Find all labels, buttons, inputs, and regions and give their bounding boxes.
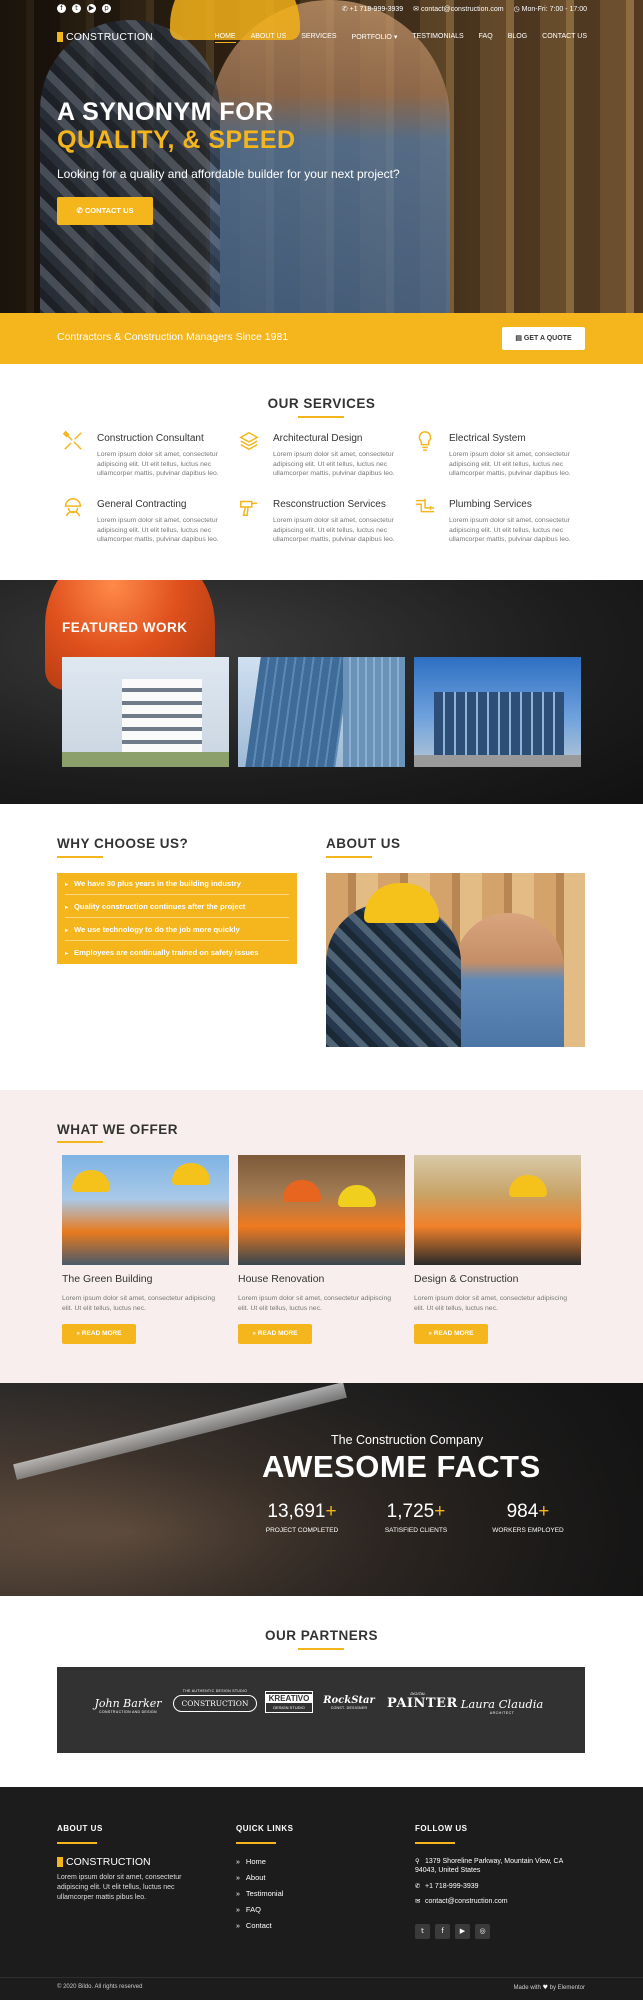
- why-item: [65, 896, 289, 918]
- footer-about-title: ABOUT US: [57, 1824, 103, 1833]
- worker-icon: [62, 496, 84, 518]
- grass-shape: [62, 752, 229, 767]
- partners-title-underline: [298, 1648, 344, 1650]
- fact-label: PROJECT COMPLETED: [265, 1527, 339, 1534]
- offer-desc: Lorem ipsum dolor sit amet, consectetur adipiscing elit. Ut elit tellus, luctus nec.: [62, 1295, 215, 1312]
- fact-number: [488, 1501, 568, 1523]
- footer-link-label: FAQ: [245, 1905, 261, 1914]
- about-image: [326, 873, 585, 1047]
- band-text: Contractors & Construction Managers Since 1981: [57, 331, 289, 343]
- why-item-text: We use technology to do the job more quickly: [74, 925, 240, 934]
- footer-links-title: QUICK LINKS: [236, 1824, 294, 1833]
- fact-number-value: 13,691: [267, 1501, 326, 1522]
- top-bar: [57, 4, 587, 18]
- footer-link-label: Testimonial: [245, 1889, 284, 1898]
- facts-section: [0, 1383, 643, 1596]
- offer-image[interactable]: [414, 1155, 581, 1265]
- service-desc: Lorem ipsum dolor sit amet, consectetur adipiscing elit. Ut elit tellus, luctus nec ullamcorper mattis, pulvinar dapibus leo.: [97, 451, 219, 477]
- service-name: Resconstruction Services: [273, 499, 386, 510]
- nav-item-blog[interactable]: BLOG: [507, 33, 528, 40]
- double-chevron-icon: »: [428, 1330, 434, 1337]
- partner-logo-sub: THE AUTHENTIC DESIGN STUDIO: [182, 1689, 248, 1693]
- why-item: [65, 873, 289, 895]
- about-title: ABOUT US: [326, 836, 401, 851]
- services-title: OUR SERVICES: [267, 396, 376, 411]
- top-hours-text: Mon-Fri: 7:00 - 17:00: [521, 6, 587, 13]
- nav-item-portfolio-label: PORTFOLIO: [351, 34, 392, 41]
- double-chevron-icon: »: [236, 1907, 240, 1914]
- nav-item-portfolio[interactable]: [352, 33, 398, 43]
- footer-address-text: 1379 Shoreline Parkway, Mountain View, CA 94043, United States: [415, 1858, 563, 1874]
- partners-logos: [57, 1667, 585, 1753]
- phone-icon: ✆: [341, 6, 350, 13]
- hardhat-shape: [283, 1180, 321, 1202]
- nav-item-faq[interactable]: FAQ: [478, 33, 493, 40]
- service-name: Construction Consultant: [97, 433, 204, 444]
- facts-title: AWESOME FACTS: [262, 1449, 541, 1484]
- read-more-label: READ MORE: [257, 1330, 298, 1337]
- mail-icon: ✉: [415, 1897, 421, 1905]
- site-footer: [0, 1787, 643, 2000]
- offer-name: House Renovation: [238, 1273, 325, 1285]
- footer-email[interactable]: [415, 1897, 508, 1906]
- footer-link-label: Contact: [245, 1921, 272, 1930]
- read-more-button[interactable]: [414, 1324, 488, 1344]
- partner-logo-sub: DESIGN STUDIO: [273, 1705, 305, 1710]
- chevron-down-icon: ▾: [393, 34, 398, 41]
- top-hours: [514, 5, 587, 13]
- nav-menu: [215, 33, 587, 43]
- footer-address: [415, 1857, 575, 1875]
- hardhat-shape: [509, 1175, 547, 1197]
- since-band: [0, 313, 643, 364]
- hardhat-shape: [172, 1163, 210, 1185]
- hero-contact-label: CONTACT US: [84, 206, 134, 215]
- pipe-icon: [414, 496, 436, 518]
- why-item-text: Quality construction continues after the project: [74, 902, 246, 911]
- footer-logo-text: CONSTRUCTION: [66, 1856, 151, 1868]
- featured-work-section: [0, 580, 643, 804]
- logo-mark-icon: [57, 1857, 63, 1867]
- footer-link-testimonial[interactable]: [236, 1889, 283, 1898]
- top-phone-text: +1 718-999-3939: [349, 6, 404, 13]
- chevron-right-icon: ▸: [65, 951, 69, 957]
- why-item-text: Employees are continually trained on safety issues: [74, 948, 259, 957]
- featured-work-image[interactable]: [414, 657, 581, 767]
- nav-item-about[interactable]: ABOUT US: [250, 33, 287, 40]
- read-more-label: READ MORE: [433, 1330, 474, 1337]
- why-title-underline: [57, 856, 103, 858]
- tools-icon: [62, 430, 84, 452]
- chevron-right-icon: ▸: [65, 905, 69, 911]
- mail-icon: ✉: [413, 6, 421, 13]
- footer-copyright: © 2020 Bildo. All rights reserved: [57, 1984, 143, 1990]
- partner-logo[interactable]: [319, 1695, 379, 1710]
- featured-title: FEATURED WORK: [62, 620, 188, 635]
- partner-logo[interactable]: [457, 1697, 547, 1715]
- document-icon: ▤: [515, 335, 524, 342]
- nav-item-services[interactable]: SERVICES: [301, 33, 337, 40]
- offer-name: The Green Building: [62, 1273, 153, 1285]
- nav-item-contact[interactable]: CONTACT US: [542, 33, 587, 40]
- partner-logo[interactable]: [387, 1691, 458, 1711]
- footer-phone-text: +1 718-999-3939: [425, 1883, 479, 1890]
- service-name: Architectural Design: [273, 433, 363, 444]
- partners-title: OUR PARTNERS: [264, 1628, 378, 1643]
- service-name: Plumbing Services: [449, 499, 532, 510]
- top-email[interactable]: [413, 5, 503, 13]
- fact-item: [376, 1501, 456, 1534]
- why-item: [65, 919, 289, 941]
- offer-desc: Lorem ipsum dolor sit amet, consectetur adipiscing elit. Ut elit tellus, luctus nec.: [414, 1295, 567, 1312]
- top-email-text: contact@construction.com: [420, 6, 504, 13]
- offer-image[interactable]: [62, 1155, 229, 1265]
- building-shape: [434, 692, 564, 757]
- lightbulb-icon: [414, 430, 436, 452]
- footer-phone[interactable]: [415, 1882, 479, 1891]
- chevron-right-icon: ▸: [65, 882, 69, 888]
- youtube-icon[interactable]: ▶: [88, 4, 95, 12]
- why-item: [65, 942, 289, 964]
- partner-logo-sub: ARCHITECT: [489, 1711, 515, 1715]
- partner-logo[interactable]: [265, 1691, 313, 1713]
- man-shape: [326, 903, 461, 1047]
- services-title-underline: [298, 416, 344, 418]
- fact-number: [376, 1501, 456, 1523]
- top-contact-info: [342, 5, 587, 13]
- building-shape: [343, 657, 405, 767]
- partner-logo-main: CONSTRUCTION: [173, 1695, 258, 1712]
- building-shape: [245, 657, 350, 767]
- get-quote-button[interactable]: [502, 327, 585, 350]
- footer-links-underline: [236, 1842, 276, 1844]
- footer-follow-underline: [415, 1842, 455, 1844]
- hardhat-shape: [338, 1185, 376, 1207]
- offer-title: WHAT WE OFFER: [57, 1122, 178, 1137]
- footer-link-contact[interactable]: [236, 1921, 272, 1930]
- service-name: General Contracting: [97, 499, 187, 510]
- fact-plus: +: [538, 1501, 550, 1522]
- fact-label: SATISFIED CLIENTS: [384, 1527, 448, 1534]
- footer-email-text: contact@construction.com: [425, 1898, 508, 1905]
- footer-link-label: About: [245, 1873, 266, 1882]
- partner-logo-main: KREATIVO: [266, 1694, 312, 1703]
- hero-title-line1: A SYNONYM FOR: [57, 98, 274, 126]
- footer-link-label: Home: [245, 1857, 266, 1866]
- hardhat-shape: [364, 883, 439, 923]
- fact-label: WORKERS EMPLOYED: [492, 1527, 564, 1534]
- location-pin-icon: ⚲: [415, 1857, 420, 1865]
- partner-logo[interactable]: [169, 1689, 261, 1712]
- double-chevron-icon: »: [236, 1875, 240, 1882]
- facts-subtitle: The Construction Company: [331, 1433, 484, 1447]
- footer-about-underline: [57, 1842, 97, 1844]
- get-quote-label: GET A QUOTE: [523, 335, 572, 342]
- facebook-icon[interactable]: f: [435, 1924, 450, 1939]
- read-more-label: READ MORE: [81, 1330, 122, 1337]
- partner-logo-sub: DIGITAL: [410, 1691, 426, 1696]
- nav-item-home[interactable]: HOME: [215, 33, 236, 43]
- logo-text: CONSTRUCTION: [66, 31, 153, 43]
- partner-logo-sub: CONSTRUCTION AND DESIGN: [99, 1710, 157, 1714]
- nav-item-testimonials[interactable]: TESTIMONIALS: [412, 33, 464, 40]
- hero-woman-shape: [210, 0, 450, 313]
- fact-number: [262, 1501, 342, 1523]
- why-list: [57, 873, 297, 964]
- main-nav: [57, 30, 587, 46]
- site-logo[interactable]: [57, 31, 153, 43]
- logo-mark-icon: [57, 32, 63, 42]
- hero-contact-button[interactable]: [57, 197, 153, 225]
- offer-section: [0, 1090, 643, 1383]
- double-chevron-icon: »: [252, 1330, 258, 1337]
- facebook-icon[interactable]: f: [57, 4, 66, 13]
- offer-title-underline: [57, 1141, 103, 1143]
- footer-link-home[interactable]: [236, 1857, 266, 1866]
- read-more-button[interactable]: [238, 1324, 312, 1344]
- partner-logo-main: Laura Claudia: [460, 1697, 544, 1711]
- partner-logo-sub: CONST. DESIGNER: [330, 1706, 368, 1710]
- phone-icon: ✆: [415, 1882, 421, 1890]
- service-desc: Lorem ipsum dolor sit amet, consectetur adipiscing elit. Ut elit tellus, luctus nec ullamcorper mattis, pulvinar dapibus leo.: [97, 517, 219, 543]
- road-shape: [414, 755, 581, 767]
- footer-logo[interactable]: [57, 1856, 151, 1868]
- top-phone[interactable]: [342, 5, 403, 13]
- clock-icon: ◷: [513, 6, 522, 13]
- why-title: WHY CHOOSE US?: [57, 836, 189, 851]
- layers-icon: [238, 430, 260, 452]
- hardhat-shape: [72, 1170, 110, 1192]
- fact-plus: +: [434, 1501, 446, 1522]
- fact-item: [488, 1501, 568, 1534]
- service-name: Electrical System: [449, 433, 526, 444]
- service-desc: Lorem ipsum dolor sit amet, consectetur adipiscing elit. Ut elit tellus, luctus nec ullamcorper mattis, pulvinar dapibus leo.: [449, 517, 571, 543]
- double-chevron-icon: »: [236, 1859, 240, 1866]
- footer-about-text: Lorem ipsum dolor sit amet, consectetur adipiscing elit. Ut elit tellus, luctus nec ullamcorper mattis pibus leo.: [57, 1874, 182, 1901]
- made-with-prefix: Made with: [513, 1985, 541, 1991]
- double-chevron-icon: »: [76, 1330, 82, 1337]
- offer-image[interactable]: [238, 1155, 405, 1265]
- phone-icon: ✆: [76, 206, 85, 215]
- twitter-icon[interactable]: t: [415, 1924, 430, 1939]
- twitter-icon[interactable]: t: [72, 4, 81, 13]
- pinterest-icon[interactable]: p: [102, 4, 111, 13]
- partner-logo-main: PAINTER: [387, 1696, 458, 1711]
- footer-divider: [0, 1977, 643, 1978]
- footer-link-about[interactable]: [236, 1873, 266, 1882]
- instagram-icon[interactable]: ◎: [475, 1924, 490, 1939]
- footer-made-with: [514, 1984, 585, 1991]
- hero-title-line2: QUALITY, & SPEED: [57, 126, 296, 154]
- service-desc: Lorem ipsum dolor sit amet, consectetur adipiscing elit. Ut elit tellus, luctus nec ullamcorper mattis, pulvinar dapibus leo.: [449, 451, 571, 477]
- double-chevron-icon: »: [236, 1923, 240, 1930]
- hero-section: [0, 0, 643, 313]
- partner-logo-main: John Barker: [94, 1697, 162, 1710]
- made-with-suffix: by Elementor: [549, 1985, 585, 1991]
- fact-number-value: 984: [506, 1501, 539, 1522]
- read-more-button[interactable]: [62, 1324, 136, 1344]
- featured-work-image[interactable]: [62, 657, 229, 767]
- fact-number-value: 1,725: [386, 1501, 435, 1522]
- why-item-text: We have 30 plus years in the building industry: [74, 879, 241, 888]
- youtube-icon[interactable]: ▶: [455, 1924, 470, 1939]
- fact-plus: +: [325, 1501, 337, 1522]
- offer-name: Design & Construction: [414, 1273, 519, 1285]
- fact-item: [262, 1501, 342, 1534]
- double-chevron-icon: »: [236, 1891, 240, 1898]
- offer-desc: Lorem ipsum dolor sit amet, consectetur adipiscing elit. Ut elit tellus, luctus nec.: [238, 1295, 391, 1312]
- partner-logo[interactable]: [93, 1697, 163, 1714]
- chevron-right-icon: ▸: [65, 928, 69, 934]
- hero-subtitle: Looking for a quality and affordable builder for your next project?: [57, 167, 400, 181]
- footer-follow-title: FOLLOW US: [415, 1824, 468, 1833]
- drill-icon: [238, 496, 260, 518]
- about-title-underline: [326, 856, 372, 858]
- footer-link-faq[interactable]: [236, 1905, 261, 1914]
- service-desc: Lorem ipsum dolor sit amet, consectetur adipiscing elit. Ut elit tellus, luctus nec ullamcorper mattis, pulvinar dapibus leo.: [273, 517, 395, 543]
- heart-icon: ♥: [542, 1984, 548, 1991]
- featured-work-image[interactable]: [238, 657, 405, 767]
- service-desc: Lorem ipsum dolor sit amet, consectetur adipiscing elit. Ut elit tellus, luctus nec ullamcorper mattis, pulvinar dapibus leo.: [273, 451, 395, 477]
- top-social-icons: [57, 4, 111, 13]
- partner-logo-main: RockStar: [323, 1695, 375, 1706]
- woman-shape: [454, 913, 564, 1047]
